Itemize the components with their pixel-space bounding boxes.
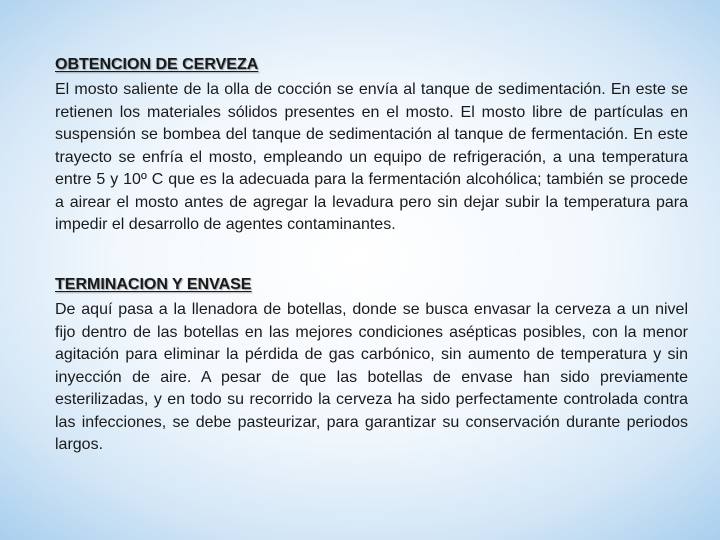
- section-paragraph: De aquí pasa a la llenadora de botellas, donde se busca envasar la cerveza a un nivel fijo dentro de las botellas en las mejores condiciones asépticas posibles, con la menor agitación para eliminar la pérdida de gas carbónico, sin aumento de temperatura y sin inyección de aire. A pesar de que las botellas de envase han sido previamente esterilizadas, y en todo su recorrido la cerveza ha sido perfectamente controlada contra las infecciones, se debe pasteurizar, para garantizar su conservación durante periodos largos.: [55, 301, 688, 453]
- section-obtencion: [55, 55, 688, 237]
- section-terminacion: [55, 275, 688, 457]
- section-paragraph: El mosto saliente de la olla de cocción se envía al tanque de sedimentación. En este se retienen los materiales sólidos presentes en el mosto. El mosto libre de partículas en suspensión se bombea del tanque de sedimentación al tanque de fermentación. En este trayecto se enfría el mosto, empleando un equipo de refrigeración, a una temperatura entre 5 y 10º C que es la adecuada para la fermentación alcohólica; también se procede a airear el mosto antes de agregar la levadura pero sin dejar subir la temperatura para impedir el desarrollo de agentes contaminantes.: [55, 81, 688, 233]
- section-heading: TERMINACION Y ENVASE: [55, 276, 252, 293]
- section-heading: OBTENCION DE CERVEZA: [55, 56, 259, 73]
